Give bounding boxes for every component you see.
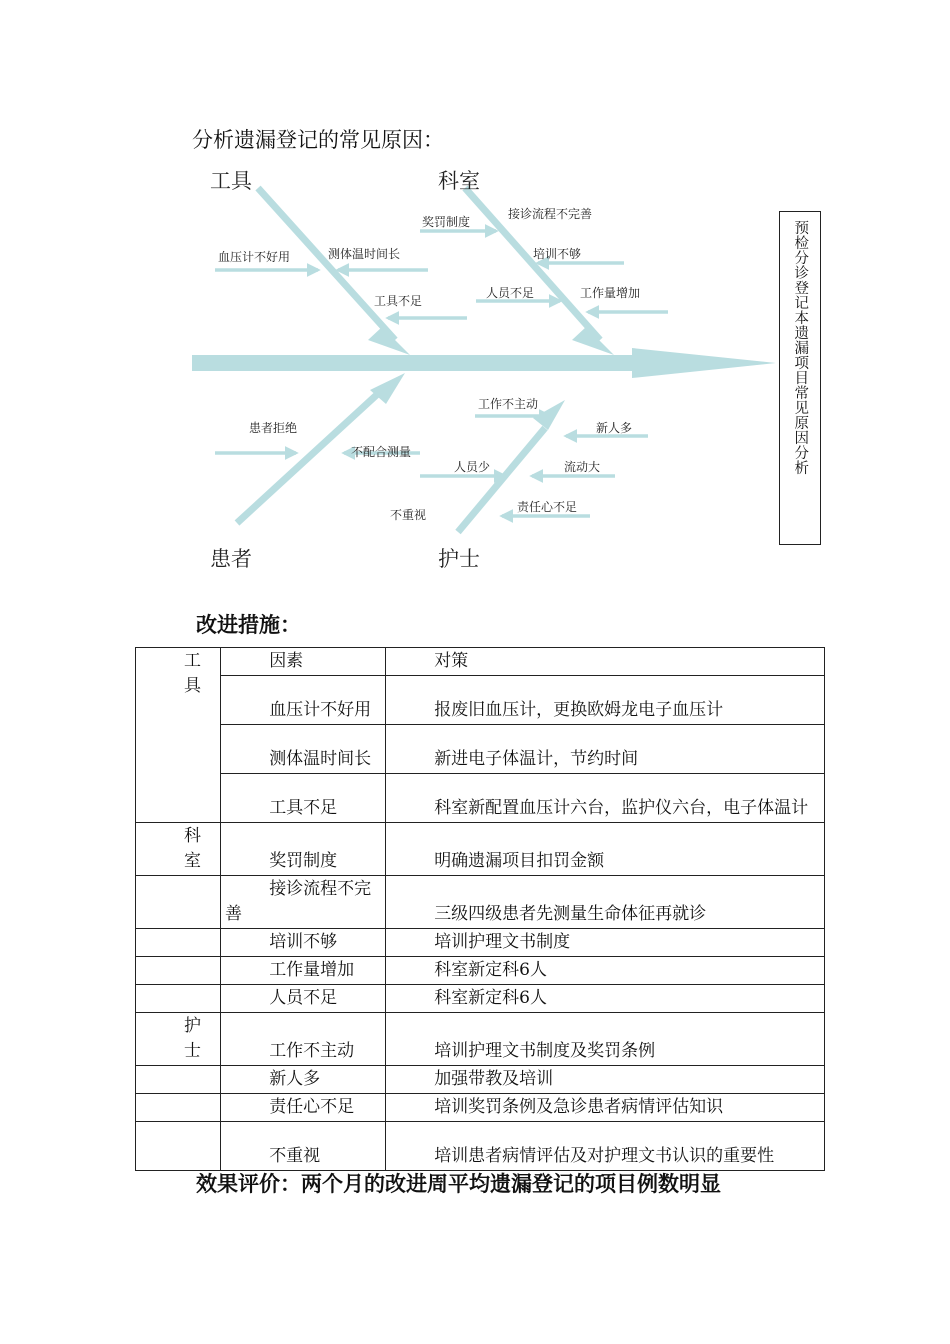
cause-tools-lack: 工具不足	[374, 294, 423, 308]
measure-cell: 报废旧血压计，更换欧姆龙电子血压计	[386, 676, 825, 725]
factor-cell: 工具不足	[221, 774, 386, 823]
factor-cell: 人员不足	[221, 985, 386, 1013]
cause-temp-slow: 测体温时间长	[328, 247, 401, 261]
table-row	[136, 985, 825, 1013]
cause-reward: 奖罚制度	[422, 215, 471, 229]
cause-new-staff: 新人多	[596, 421, 633, 435]
table-row	[136, 1122, 825, 1171]
factor-cell: 血压计不好用	[221, 676, 386, 725]
measure-cell: 新进电子体温计，节约时间	[386, 725, 825, 774]
causes-heading: 分析遗漏登记的常见原因：	[192, 128, 444, 152]
cause-workload: 工作量增加	[580, 286, 641, 300]
measures-heading: 改进措施：	[196, 612, 301, 637]
empty-cell	[136, 957, 221, 985]
factor-cell: 责任心不足	[221, 1094, 386, 1122]
cause-responsibility: 责任心不足	[517, 500, 578, 514]
cause-turnover: 流动大	[564, 460, 601, 474]
group-department	[136, 823, 221, 876]
cause-few-staff: 人员少	[454, 460, 491, 474]
group-tools-label: 工具	[184, 651, 201, 696]
category-tools: 工具	[210, 169, 252, 193]
table-row	[136, 876, 825, 929]
factor-cell: 接诊流程不完善	[221, 876, 386, 929]
group-nurse	[136, 1013, 221, 1066]
factor-cell: 培训不够	[221, 929, 386, 957]
table-header-row	[136, 648, 825, 676]
table-row	[136, 1013, 825, 1066]
factor-cell: 不重视	[221, 1122, 386, 1171]
measures-table	[135, 647, 825, 1171]
effect-box	[779, 211, 821, 545]
table-row	[136, 929, 825, 957]
cause-training: 培训不够	[533, 247, 582, 261]
empty-cell	[136, 1094, 221, 1122]
effect-box-text: 预检分诊登记本遗漏项目常见原因分析	[792, 220, 809, 475]
category-patient: 患者	[210, 547, 252, 571]
table-row	[136, 725, 825, 774]
table-row	[136, 676, 825, 725]
empty-cell	[136, 985, 221, 1013]
measure-cell: 培训护理文书制度	[386, 929, 825, 957]
empty-cell	[136, 929, 221, 957]
cause-triage-flow: 接诊流程不完善	[508, 207, 593, 221]
factor-cell: 工作量增加	[221, 957, 386, 985]
bone-tools	[258, 188, 395, 340]
factor-cell: 工作不主动	[221, 1013, 386, 1066]
group-department-label: 科室	[184, 826, 201, 871]
factor-cell: 奖罚制度	[221, 823, 386, 876]
cause-not-active: 工作不主动	[478, 397, 539, 411]
header-factor: 因素	[221, 648, 386, 676]
cause-bp-meter: 血压计不好用	[218, 250, 291, 264]
category-nurse: 护士	[438, 547, 480, 571]
effect-heading: 效果评价：两个月的改进周平均遗漏登记的项目例数明显	[196, 1171, 721, 1196]
measure-cell: 明确遗漏项目扣罚金额	[386, 823, 825, 876]
empty-cell	[136, 1066, 221, 1094]
category-department: 科室	[438, 169, 480, 193]
measure-cell: 培训奖罚条例及急诊患者病情评估知识	[386, 1094, 825, 1122]
measure-cell: 科室新配置血压计六台，监护仪六台，电子体温计	[386, 774, 825, 823]
cause-patient-refuse: 患者拒绝	[249, 421, 298, 435]
measure-cell: 科室新定科6人	[386, 985, 825, 1013]
measure-cell: 培训患者病情评估及对护理文书认识的重要性	[386, 1122, 825, 1171]
table-row	[136, 957, 825, 985]
table-row	[136, 1066, 825, 1094]
empty-cell	[136, 1122, 221, 1171]
table-row	[136, 774, 825, 823]
table-row	[136, 1094, 825, 1122]
table-row	[136, 823, 825, 876]
measure-cell: 科室新定科6人	[386, 957, 825, 985]
measure-cell: 培训护理文书制度及奖罚条例	[386, 1013, 825, 1066]
factor-cell: 新人多	[221, 1066, 386, 1094]
group-nurse-label: 护士	[184, 1016, 201, 1061]
cause-no-cooperate: 不配合测量	[351, 445, 412, 459]
group-tools	[136, 648, 221, 823]
measure-cell: 加强带教及培训	[386, 1066, 825, 1094]
header-measure: 对策	[386, 648, 825, 676]
empty-cell	[136, 876, 221, 929]
spine-arrow	[192, 348, 776, 378]
cause-not-valued: 不重视	[390, 508, 427, 522]
cause-staff-lack: 人员不足	[486, 286, 535, 300]
measure-cell: 三级四级患者先测量生命体征再就诊	[386, 876, 825, 929]
factor-cell: 测体温时间长	[221, 725, 386, 774]
